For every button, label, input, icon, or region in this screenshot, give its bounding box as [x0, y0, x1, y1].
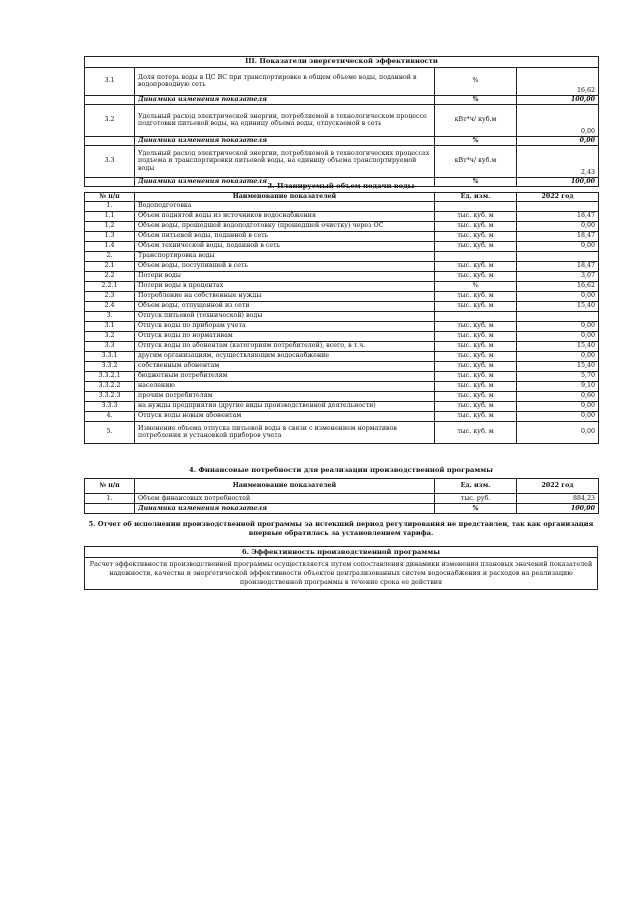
row-value: 100,00 [517, 177, 599, 186]
water-volume-table [84, 192, 599, 444]
row-number: 3.3.1 [85, 351, 135, 361]
row-value: 0,00 [517, 321, 599, 331]
row-number: 1.1 [85, 211, 135, 221]
section5-report: 5. Отчет об исполнении производственной программы за истекший период регулирования не представлен, так как организация впервые обратилась за установлением тарифа. [88, 520, 594, 537]
energy-efficiency-table [84, 56, 599, 187]
table-row [85, 494, 599, 504]
finance-table [84, 478, 599, 514]
row-number: 3.3.2.3 [85, 391, 135, 401]
row-number: 2.2.1 [85, 281, 135, 291]
table-row [85, 311, 599, 321]
row-number: 2. [85, 251, 135, 261]
row-unit: тыс. куб. м [435, 391, 517, 401]
finance-section [84, 478, 598, 514]
row-name: Удельный расход электрической энергии, потребляемой в технологических процессах подъема и транспортировки питьевой воды, на единицу объема транспортируемой воды [135, 145, 435, 177]
row-value: 100,00 [517, 95, 599, 104]
row-value: 15,40 [517, 341, 599, 351]
row-value: 884,23 [517, 494, 599, 504]
row-number: 1.3 [85, 231, 135, 241]
row-value: 16,62 [517, 281, 599, 291]
row-value: 5,70 [517, 371, 599, 381]
row-name: Потери воды в процентах [135, 281, 435, 291]
row-value [517, 311, 599, 321]
row-value: 9,10 [517, 381, 599, 391]
row-name: Динамика изменения показателя [135, 177, 435, 186]
row-value: 0,00 [517, 104, 599, 136]
row-number: 3.3 [85, 145, 135, 177]
row-unit: тыс. руб. [435, 494, 517, 504]
row-value: 2,43 [517, 145, 599, 177]
row-name: Объем питьевой воды, поданной в сеть [135, 231, 435, 241]
row-value: 16,62 [517, 67, 599, 95]
row-unit: кВт*ч/ куб.м [435, 145, 517, 177]
row-name: Транспортировка воды [135, 251, 435, 261]
energy-efficiency-section [84, 56, 598, 187]
row-number: 2.2 [85, 271, 135, 281]
row-number: 3.3 [85, 341, 135, 351]
row-unit: тыс. куб. м [435, 211, 517, 221]
row-value: 0,60 [517, 391, 599, 401]
row-unit: % [435, 67, 517, 95]
row-number: 3.3.2.2 [85, 381, 135, 391]
row-name: Отпуск воды по приборам учета [135, 321, 435, 331]
row-name: Отпуск питьевой (технической) воды [135, 311, 435, 321]
row-name: Отпуск воды по абонентам (категориям потребителей), всего, в т.ч. [135, 341, 435, 351]
row-unit: % [435, 177, 517, 186]
row-name: Изменение объема отпуска питьевой воды в связи с изменением нормативов потребления и установкой приборов учета [135, 421, 435, 443]
row-name: Доля потерь воды в ЦС ВС при транспортировке в общем объеме воды, поданной в водопроводную сеть [135, 67, 435, 95]
row-name: другим организациям, осуществляющим водоснабжение [135, 351, 435, 361]
header-num: № п/п [85, 193, 135, 202]
table-row [85, 381, 599, 391]
table-row [85, 211, 599, 221]
row-value: 0,00 [517, 411, 599, 421]
row-unit: тыс. куб. м [435, 361, 517, 371]
table-row [85, 361, 599, 371]
volume-title: 3. Планируемый объем подачи воды [267, 182, 415, 190]
row-number [85, 95, 135, 104]
table-row [85, 371, 599, 381]
table-row [85, 301, 599, 311]
row-unit: тыс. куб. м [435, 321, 517, 331]
row-name: Потери воды [135, 271, 435, 281]
row-value: 0,00 [517, 401, 599, 411]
row-number [85, 136, 135, 145]
table-row [85, 291, 599, 301]
table-row [85, 421, 599, 443]
row-unit: тыс. куб. м [435, 411, 517, 421]
row-unit: тыс. куб. м [435, 231, 517, 241]
water-volume-section [84, 192, 598, 444]
row-value: 100,00 [517, 504, 599, 514]
row-unit: тыс. куб. м [435, 291, 517, 301]
row-value: 18,47 [517, 231, 599, 241]
row-unit: % [435, 281, 517, 291]
row-name: Объем финансовых потребностей [135, 494, 435, 504]
row-name: собственным абонентам [135, 361, 435, 371]
section6-box [84, 546, 598, 590]
row-unit: % [435, 136, 517, 145]
table-row [85, 504, 599, 514]
row-name: Удельный расход электрической энергии, потребляемой в технологическом процессе подготовки питьевой воды, на единицу объема воды, отпускаемой в сеть [135, 104, 435, 136]
table-row [85, 221, 599, 231]
header-name: Наименование показателей [135, 193, 435, 202]
row-name: Объем поднятой воды из источников водоснабжения [135, 211, 435, 221]
row-value: 0,00 [517, 331, 599, 341]
row-name: Потребление на собственные нужды [135, 291, 435, 301]
finance-title: 4. Финансовые потребности для реализации производственной программы [189, 466, 493, 474]
row-unit: тыс. куб. м [435, 381, 517, 391]
table-row [85, 67, 599, 95]
row-value: 0,00 [517, 291, 599, 301]
table-row [85, 351, 599, 361]
table-row [85, 231, 599, 241]
row-unit [435, 311, 517, 321]
row-value [517, 201, 599, 211]
table-row [85, 95, 599, 104]
row-name: бюджетным потребителям [135, 371, 435, 381]
row-unit [435, 251, 517, 261]
row-unit: тыс. куб. м [435, 351, 517, 361]
fin-header-num: № п/п [85, 479, 135, 494]
row-number: 2.1 [85, 261, 135, 271]
row-number: 2.4 [85, 301, 135, 311]
table-row [85, 241, 599, 251]
row-name: на нужды предприятия (другие виды производственной деятельности) [135, 401, 435, 411]
row-number: 4. [85, 411, 135, 421]
row-name: Объем воды, отпущенной из сети [135, 301, 435, 311]
row-value: 15,40 [517, 301, 599, 311]
row-number: 1. [85, 494, 135, 504]
table-row [85, 321, 599, 331]
row-number: 2.3 [85, 291, 135, 301]
row-number: 3.2 [85, 331, 135, 341]
row-unit: тыс. куб. м [435, 241, 517, 251]
row-value: 0,00 [517, 351, 599, 361]
row-unit: тыс. куб. м [435, 301, 517, 311]
row-unit: % [435, 504, 517, 514]
row-unit: тыс. куб. м [435, 421, 517, 443]
row-number: 1.2 [85, 221, 135, 231]
table-row [85, 391, 599, 401]
row-unit: тыс. куб. м [435, 401, 517, 411]
table-row [85, 201, 599, 211]
row-value: 15,40 [517, 361, 599, 371]
table-row [85, 341, 599, 351]
table-row [85, 271, 599, 281]
row-name: Объем воды, поступившей в сеть [135, 261, 435, 271]
row-number: 3.1 [85, 67, 135, 95]
table-row [85, 401, 599, 411]
row-name: Объем технической воды, поданной в сеть [135, 241, 435, 251]
row-name: Объем воды, прошедшей водоподготовку (прошедшей очистку) через ОС [135, 221, 435, 231]
row-number: 1. [85, 201, 135, 211]
row-number: 1.4 [85, 241, 135, 251]
row-number: 3.2 [85, 104, 135, 136]
row-value: 18,47 [517, 211, 599, 221]
row-number: 3.3.2 [85, 361, 135, 371]
row-value: 0,00 [517, 136, 599, 145]
row-number: 3. [85, 311, 135, 321]
row-name: Отпуск воды новым абонентам [135, 411, 435, 421]
table-row [85, 145, 599, 177]
row-name: Отпуск воды по нормативам [135, 331, 435, 341]
section6-text: Расчет эффективности производственной программы осуществляется путем сопоставления динамики изменения плановых значений показателей надежности, качества и энергетической эффективности объектов централизованных систем водоснабжения и расходов на реализацию производственной программы в течение срока ее действия [89, 560, 593, 586]
row-number: 5. [85, 421, 135, 443]
row-number [85, 504, 135, 514]
fin-header-year: 2022 год [517, 479, 599, 494]
row-unit: тыс. куб. м [435, 331, 517, 341]
row-unit: тыс. куб. м [435, 271, 517, 281]
row-unit: кВт*ч/ куб.м [435, 104, 517, 136]
row-unit [435, 201, 517, 211]
row-name: Динамика изменения показателя [135, 95, 435, 104]
section6-title: 6. Эффективность производственной программы [85, 547, 597, 558]
table-row [85, 251, 599, 261]
row-name: Динамика изменения показателя [135, 504, 435, 514]
row-value: 3,07 [517, 271, 599, 281]
table-row [85, 331, 599, 341]
header-unit: Ед. изм. [435, 193, 517, 202]
section3-title: III. Показатели энергетической эффективности [85, 57, 599, 68]
table-row [85, 136, 599, 145]
row-unit: тыс. куб. м [435, 371, 517, 381]
row-unit: тыс. куб. м [435, 261, 517, 271]
row-value: 18,47 [517, 261, 599, 271]
fin-header-unit: Ед. изм. [435, 479, 517, 494]
row-unit: тыс. куб. м [435, 221, 517, 231]
header-year: 2022 год [517, 193, 599, 202]
row-value: 0,00 [517, 241, 599, 251]
row-value: 0,00 [517, 221, 599, 231]
row-name: Динамика изменения показателя [135, 136, 435, 145]
row-number: 3.3.3 [85, 401, 135, 411]
row-name: населению [135, 381, 435, 391]
row-value [517, 251, 599, 261]
fin-header-name: Наименование показателей [135, 479, 435, 494]
row-value: 0,00 [517, 421, 599, 443]
table-row [85, 281, 599, 291]
table-row [85, 104, 599, 136]
row-name: прочим потребителям [135, 391, 435, 401]
row-number: 3.3.2.1 [85, 371, 135, 381]
table-row [85, 261, 599, 271]
row-unit: тыс. куб. м [435, 341, 517, 351]
table-row [85, 411, 599, 421]
row-name: Водоподготовка [135, 201, 435, 211]
row-unit: % [435, 95, 517, 104]
row-number: 3.1 [85, 321, 135, 331]
